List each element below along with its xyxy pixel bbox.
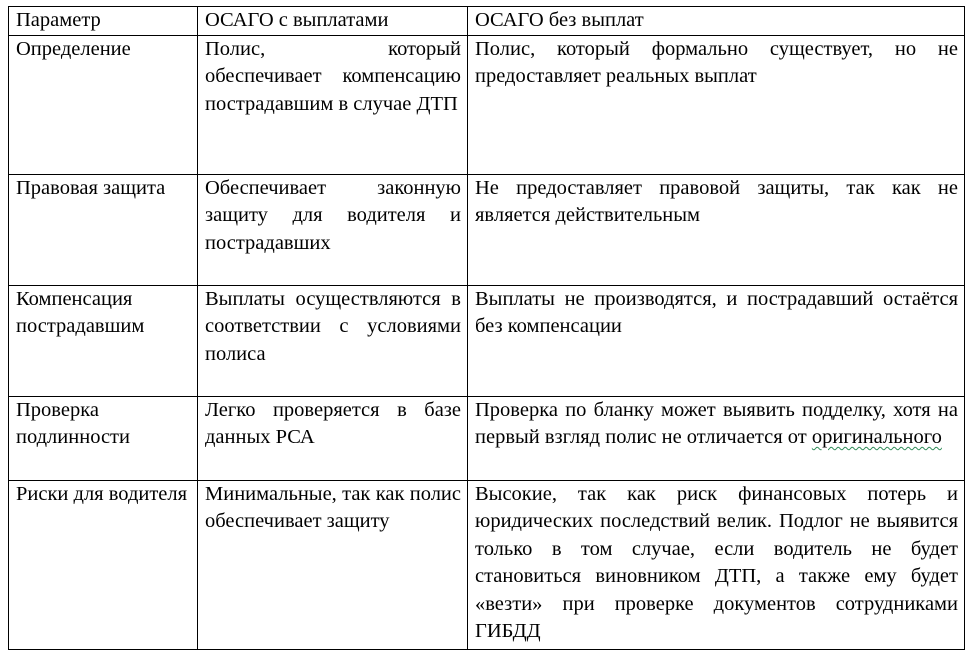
row-definition-without-payments: Полис, который формально существует, но не предоставляет реальных выплат: [468, 35, 965, 174]
row-risks-without-payments: Высокие, так как риск финансовых потерь и юридических последствий велик. Подлог не выявится только в том случае, если водитель не будет становиться виновником ДТП, а также ему будет «везти» при проверке документов сотрудниками ГИБДД: [468, 480, 965, 649]
row-definition-param: Определение: [9, 35, 198, 174]
table-row: [9, 285, 965, 396]
row-legal-without-payments: Не предоставляет правовой защиты, так как не является действительным: [468, 174, 965, 285]
row-legal-with-payments: Обеспечивает законную защиту для водителя и пострадавших: [198, 174, 468, 285]
header-cell-with-payments: ОСАГО с выплатами: [198, 7, 468, 36]
row-compensation-with-payments: Выплаты осуществляются в соответствии с условиями полиса: [198, 285, 468, 396]
header-cell-without-payments: ОСАГО без выплат: [468, 7, 965, 36]
authenticity-text-main: Проверка по бланку может выявить подделку, хотя на первый взгляд полис не отличается от: [475, 398, 958, 448]
spellcheck-underlined-word: оригинального: [811, 426, 942, 448]
row-authenticity-with-payments: Легко проверяется в базе данных РСА: [198, 396, 468, 480]
row-compensation-without-payments: Выплаты не производятся, и пострадавший остаётся без компенсации: [468, 285, 965, 396]
row-authenticity-param: Проверка подлинности: [9, 396, 198, 480]
table-row: [9, 480, 965, 649]
row-definition-with-payments: Полис, который обеспечивает компенсацию пострадавшим в случае ДТП: [198, 35, 468, 174]
table-header-row: [9, 7, 965, 36]
row-authenticity-without-payments: [468, 396, 965, 480]
row-legal-param: Правовая защита: [9, 174, 198, 285]
row-risks-param: Риски для водителя: [9, 480, 198, 649]
table-row: [9, 174, 965, 285]
row-compensation-param: Компенсация пострадавшим: [9, 285, 198, 396]
comparison-table: [8, 6, 965, 650]
table-row: [9, 35, 965, 174]
header-cell-param: Параметр: [9, 7, 198, 36]
row-risks-with-payments: Минимальные, так как полис обеспечивает защиту: [198, 480, 468, 649]
table-row: [9, 396, 965, 480]
